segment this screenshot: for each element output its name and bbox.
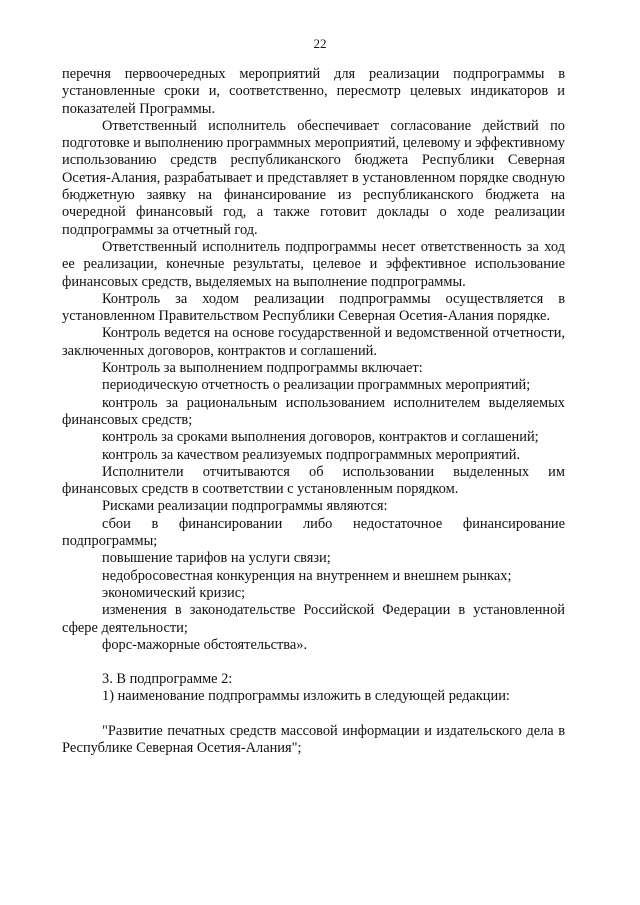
paragraph: Ответственный исполнитель подпрограммы несет ответственность за ход ее реализации, конечные результаты, целевое и эффективное использование финансовых средств, выделяемых на выполнение подпрограммы. [62,238,565,290]
paragraph: Контроль ведется на основе государственной и ведомственной отчетности, заключенных договоров, контрактов и соглашений. [62,325,565,359]
list-item: сбои в финансировании либо недостаточное финансирование подпрограммы; [62,515,565,550]
list-item: периодическую отчетность о реализации программных мероприятий; [102,377,531,394]
paragraph: Контроль за ходом реализации подпрограммы осуществляется в установленном Правительством Республики Северная Осетия-Алания порядке. [62,290,565,325]
list-item: недобросовестная конкуренция на внутреннем и внешнем рынках; [102,567,512,584]
section-heading: 3. В подпрограмме 2: [102,671,233,688]
list-item: изменения в законодательстве Российской Федерации в установленной сфере деятельности; [62,602,565,636]
list-item: контроль за рациональным использованием исполнителем выделяемых финансовых средств; [62,394,565,428]
paragraph: Контроль за выполнением подпрограммы включает: [102,360,423,377]
page-number: 22 [313,36,327,51]
list-item: контроль за сроками выполнения договоров, контрактов и соглашений; [102,429,539,446]
paragraph: Исполнители отчитываются об использовании выделенных им финансовых средств в соответствии с установленным порядком. [62,463,565,498]
spacer [62,706,565,723]
list-item: форс-мажорные обстоятельства». [102,636,308,653]
paragraph: Ответственный исполнитель обеспечивает согласование действий по подготовке и выполнению программных мероприятий, целевому и эффективному использованию средств республиканского бюджета Республики Северная Осетия-Алания, разрабатывает и представляет в установленном порядке сводную бюджетную заявку на финансирование из республиканского бюджета на очередной финансовый год, а также готовит доклады о ходе реализации подпрограммы за отчетный год. [62,117,565,238]
document-body [62,66,565,757]
paragraph: 1) наименование подпрограммы изложить в следующей редакции: [102,688,510,705]
paragraph: перечня первоочередных мероприятий для реализации подпрограммы в установленные сроки и, соответственно, пересмотр целевых индикаторов и показателей Программы. [62,66,565,117]
quoted-title: "Развитие печатных средств массовой информации и издательского дела в Республике Северная Осетия-Алания"; [62,722,565,756]
paragraph: Рисками реализации подпрограммы являются: [102,498,388,515]
list-item: экономический кризис; [102,584,246,601]
list-item: контроль за качеством реализуемых подпрограммных мероприятий. [102,446,521,463]
list-item: повышение тарифов на услуги связи; [102,550,331,567]
spacer [62,654,565,671]
